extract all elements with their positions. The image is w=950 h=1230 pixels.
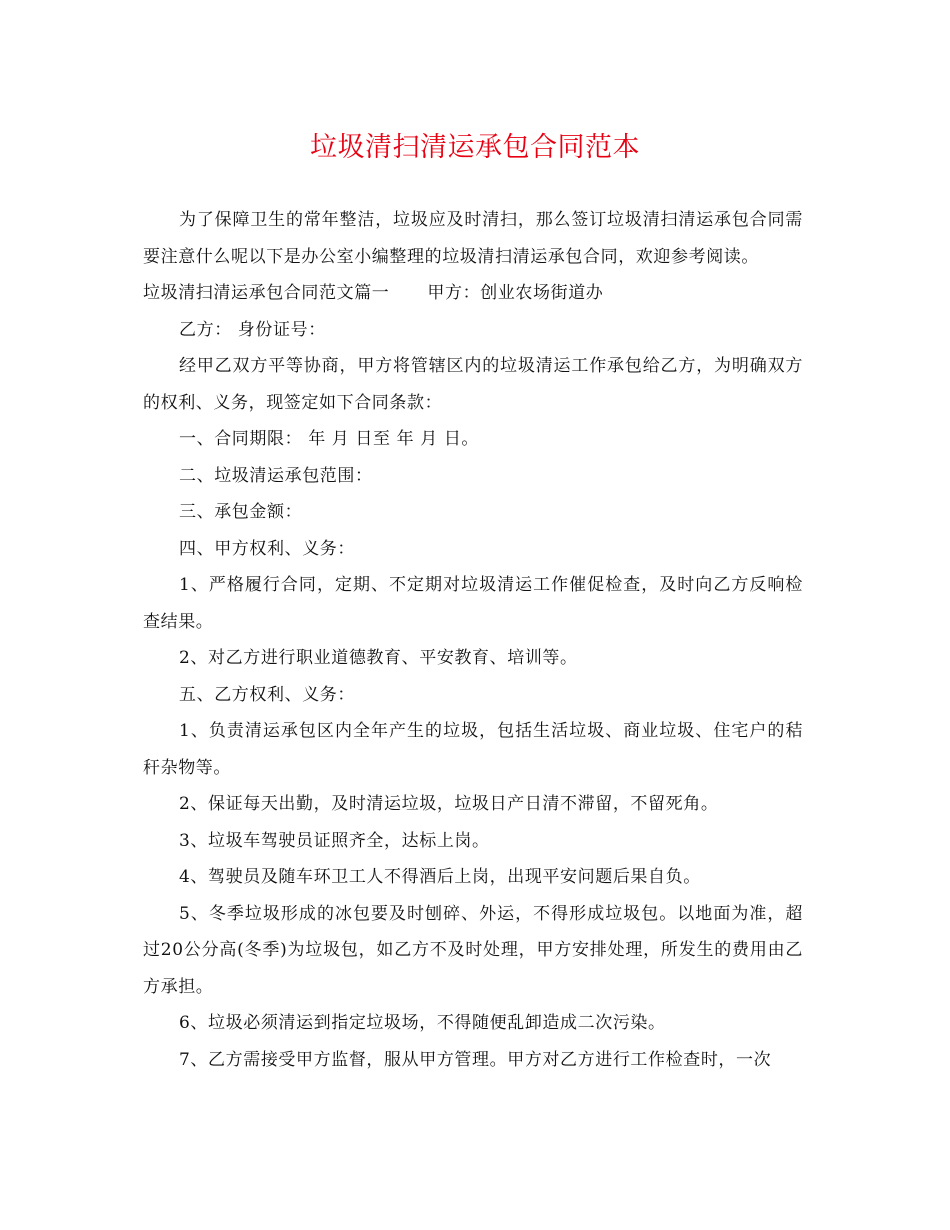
clause-party-b-item-1: 1、负责清运承包区内全年产生的垃圾，包括生活垃圾、商业垃圾、住宅户的秸秆杂物等。 [143,721,803,778]
clause-party-b-item-5: 5、冬季垃圾形成的冰包要及时刨碎、外运，不得形成垃圾包。以地面为准，超过20公分高(冬季)为垃圾包，如乙方不及时处理，甲方安排处理，所发生的费用由乙方承担。 [143,903,803,997]
clause-party-b-item-6: 6、垃圾必须清运到指定垃圾场，不得随便乱卸造成二次污染。 [179,1013,666,1033]
clause-scope: 二、垃圾清运承包范围： [179,465,373,486]
party-b: 乙方： 身份证号： [179,319,326,340]
clause-party-a-heading: 四、甲方权利、义务： [179,538,355,559]
clause-party-a-item-1: 1、严格履行合同，定期、不定期对垃圾清运工作催促检查，及时向乙方反响检查结果。 [143,575,803,632]
clause-party-a-item-2: 2、对乙方进行职业道德教育、平安教育、培训等。 [179,648,578,668]
clause-party-b-item-7: 7、乙方需接受甲方监督，服从甲方管理。甲方对乙方进行工作检查时，一次 [179,1049,772,1070]
section-heading-line [143,275,803,312]
clause-party-b-item-2: 2、保证每天出勤，及时清运垃圾，垃圾日产日清不滞留，不留死角。 [179,794,719,814]
intro-paragraph: 为了保障卫生的常年整洁，垃圾应及时清扫，那么签订垃圾清扫清运承包合同需要注意什么呢以下是办公室小编整理的垃圾清扫清运承包合同，欢迎参考阅读。 [143,210,803,267]
clause-party-b-item-3: 3、垃圾车驾驶员证照齐全，达标上岗。 [179,830,490,851]
clause-party-b-item-4: 4、驾驶员及随车环卫工人不得酒后上岗，出现平安问题后果自负。 [179,867,701,887]
document-title: 垃圾清扫清运承包合同范本 [310,132,640,163]
party-a: 甲方：创业农场街道办 [427,283,604,303]
section-heading: 垃圾清扫清运承包合同范文篇一 [143,283,390,303]
preamble-paragraph: 经甲乙双方平等协商，甲方将管辖区内的垃圾清运工作承包给乙方，为明确双方的权利、义务，现签定如下合同条款： [143,356,803,413]
clause-party-b-heading: 五、乙方权利、义务： [179,684,355,705]
clause-amount: 三、承包金额： [179,502,303,522]
document-body [143,202,803,1078]
clause-term: 一、合同期限： 年 月 日至 年 月 日。 [179,429,480,449]
